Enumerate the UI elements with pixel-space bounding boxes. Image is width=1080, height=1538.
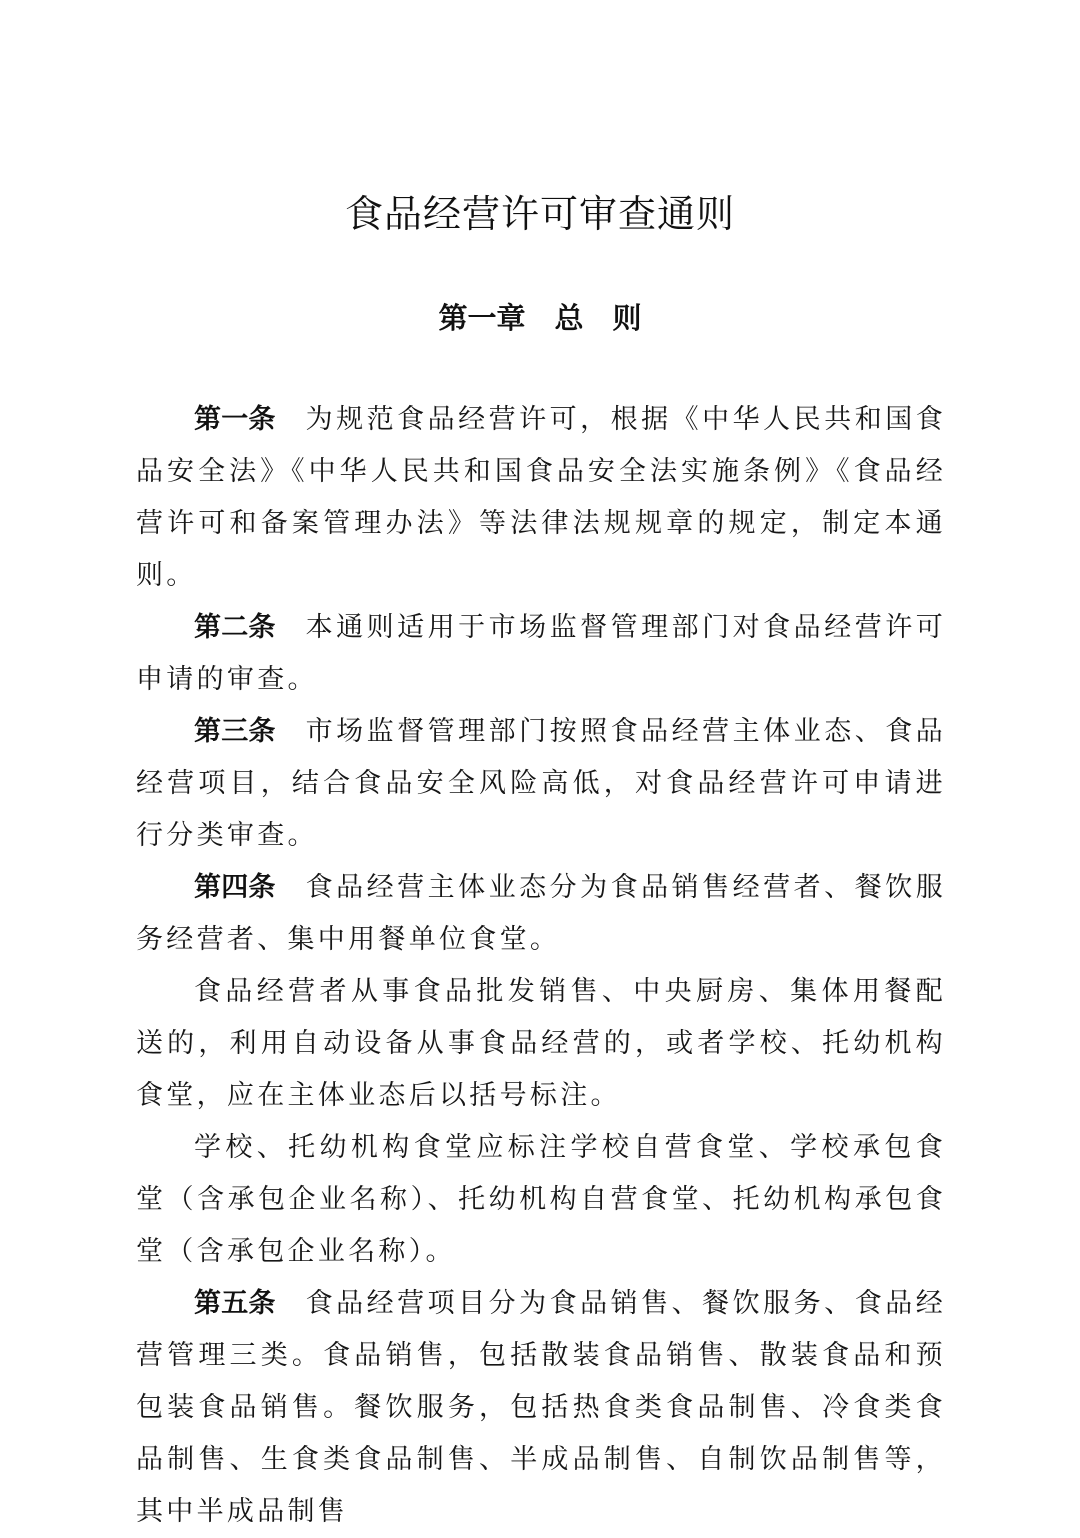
article-text: 食品经营者从事食品批发销售、中央厨房、集体用餐配送的，利用自动设备从事食品经营的，或者学校、托幼机构食堂，应在主体业态后以括号标注。	[136, 976, 946, 1111]
article-number: 第三条	[194, 716, 276, 747]
article-text: 食品经营项目分为食品销售、餐饮服务、食品经营管理三类。食品销售，包括散装食品销售、散装食品和预包装食品销售。餐饮服务，包括热食类食品制售、冷食类食品制售、生食类食品制售、半成品制售、自制饮品制售等，其中半成品制售	[136, 1288, 946, 1527]
paragraph-article-4	[136, 862, 946, 966]
paragraph-article-3	[136, 706, 946, 862]
paragraph-article-4-part-3	[136, 1122, 946, 1278]
article-text: 市场监督管理部门按照食品经营主体业态、食品经营项目，结合食品安全风险高低，对食品经营许可申请进行分类审查。	[136, 716, 946, 851]
paragraph-article-4-part-2	[136, 966, 946, 1122]
article-text: 学校、托幼机构食堂应标注学校自营食堂、学校承包食堂（含承包企业名称）、托幼机构自营食堂、托幼机构承包食堂（含承包企业名称）。	[136, 1132, 946, 1267]
document-body	[136, 394, 946, 1538]
article-text: 食品经营主体业态分为食品销售经营者、餐饮服务经营者、集中用餐单位食堂。	[136, 872, 946, 955]
article-number: 第五条	[194, 1288, 276, 1319]
article-text: 本通则适用于市场监督管理部门对食品经营许可申请的审查。	[136, 612, 946, 695]
article-text: 为规范食品经营许可，根据《中华人民共和国食品安全法》《中华人民共和国食品安全法实施条例》《食品经营许可和备案管理办法》等法律法规规章的规定，制定本通则。	[136, 404, 946, 591]
paragraph-article-1	[136, 394, 946, 602]
chapter-heading: 第一章 总 则	[438, 301, 642, 335]
article-number: 第四条	[194, 872, 276, 903]
article-number: 第二条	[194, 612, 276, 643]
document-title: 食品经营许可审查通则	[344, 192, 735, 236]
article-number: 第一条	[194, 404, 276, 435]
paragraph-article-5	[136, 1278, 946, 1538]
paragraph-article-2	[136, 602, 946, 706]
